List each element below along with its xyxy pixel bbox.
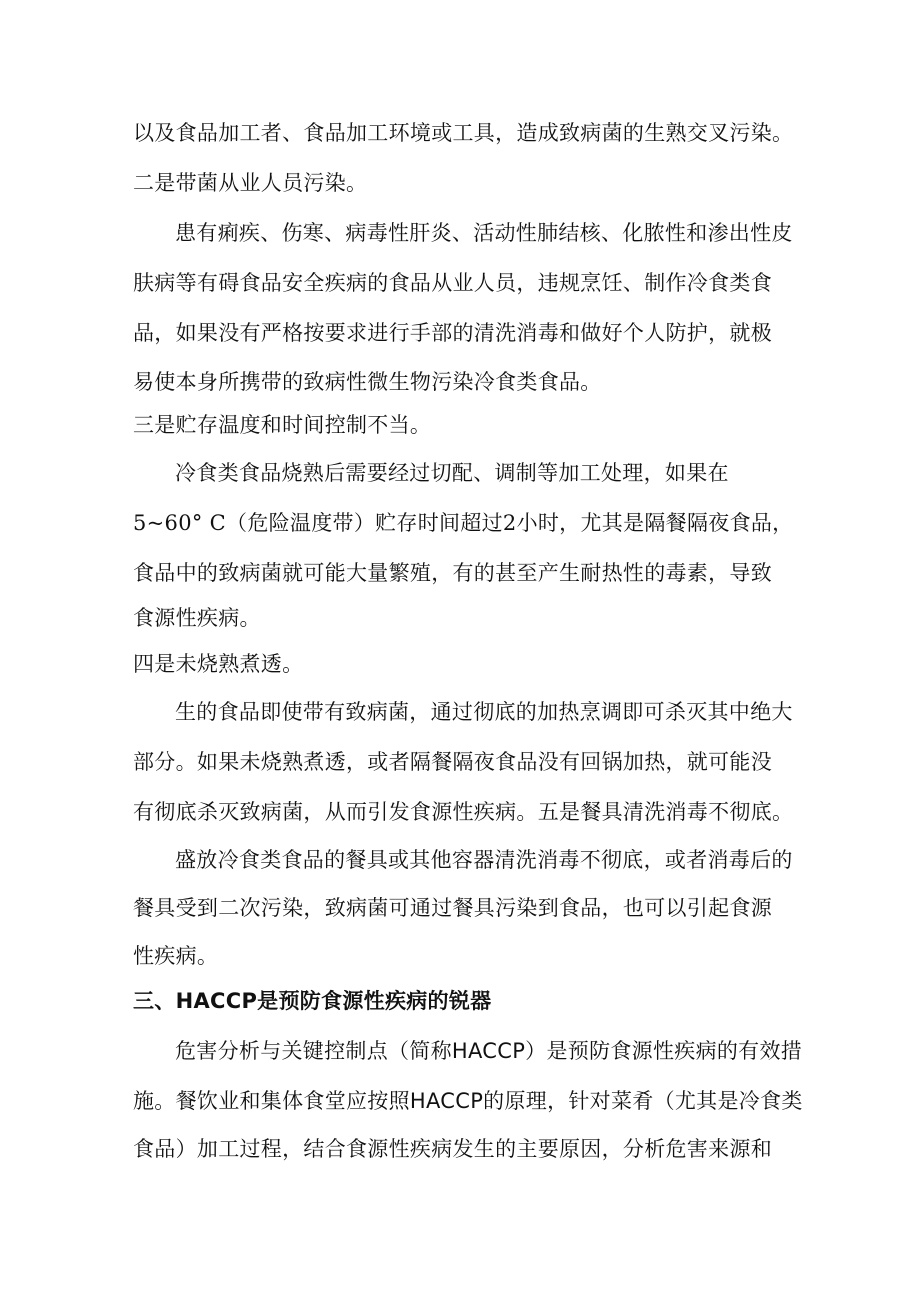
text-line-5: 品，如果没有严格按要求进行手部的清洗消毒和做好个人防护，就极	[133, 321, 772, 345]
paragraph-start-line-16: 盛放冷食类食品的餐具或其他容器清洗消毒不彻底，或者消毒后的	[175, 848, 793, 872]
paragraph-start-line-3: 患有痢疾、伤寒、病毒性肝炎、活动性肺结核、化脓性和渗出性皮	[175, 221, 793, 245]
text-line-1: 以及食品加工者、食品加工环境或工具，造成致病菌的生熟交叉污染。	[133, 121, 794, 145]
paragraph-start-line-13: 生的食品即使带有致病菌，通过彻底的加热烹调即可杀灭其中绝大	[175, 700, 793, 724]
text-line-12: 四是未烧熟煮透。	[133, 652, 304, 676]
section-heading: 三、HACCP是预防食源性疾病的锐器	[133, 989, 492, 1013]
text-line-6: 易使本身所携带的致病性微生物污染冷食类食品。	[133, 370, 602, 394]
text-line-21: 施。餐饮业和集体食堂应按照HACCP的原理，针对菜肴（尤其是冷食类	[133, 1089, 803, 1113]
text-line-7: 三是贮存温度和时间控制不当。	[133, 413, 432, 437]
text-line-10: 食品中的致病菌就可能大量繁殖，有的甚至产生耐热性的毒素，导致	[133, 561, 772, 585]
text-line-18: 性疾病。	[133, 944, 219, 968]
text-line-2: 二是带菌从业人员污染。	[133, 171, 368, 195]
text-line-14: 部分。如果未烧熟煮透，或者隔餐隔夜食品没有回锅加热，就可能没	[133, 750, 772, 774]
text-line-17: 餐具受到二次污染，致病菌可通过餐具污染到食品，也可以引起食源	[133, 896, 772, 920]
paragraph-start-line-8: 冷食类食品烧熟后需要经过切配、调制等加工处理，如果在	[175, 461, 729, 485]
paragraph-start-line-20: 危害分析与关键控制点（简称HACCP）是预防食源性疾病的有效措	[175, 1039, 803, 1063]
text-line-4: 肤病等有碍食品安全疾病的食品从业人员，违规烹饪、制作冷食类食	[133, 271, 772, 295]
text-line-11: 食源性疾病。	[133, 606, 261, 630]
text-line-22: 食品）加工过程，结合食源性疾病发生的主要原因，分析危害来源和	[133, 1137, 772, 1161]
text-line-15: 有彻底杀灭致病菌，从而引发食源性疾病。五是餐具清洗消毒不彻底。	[133, 800, 794, 824]
text-line-9: 5~60° C（危险温度带）贮存时间超过2小时，尤其是隔餐隔夜食品，	[133, 511, 794, 535]
